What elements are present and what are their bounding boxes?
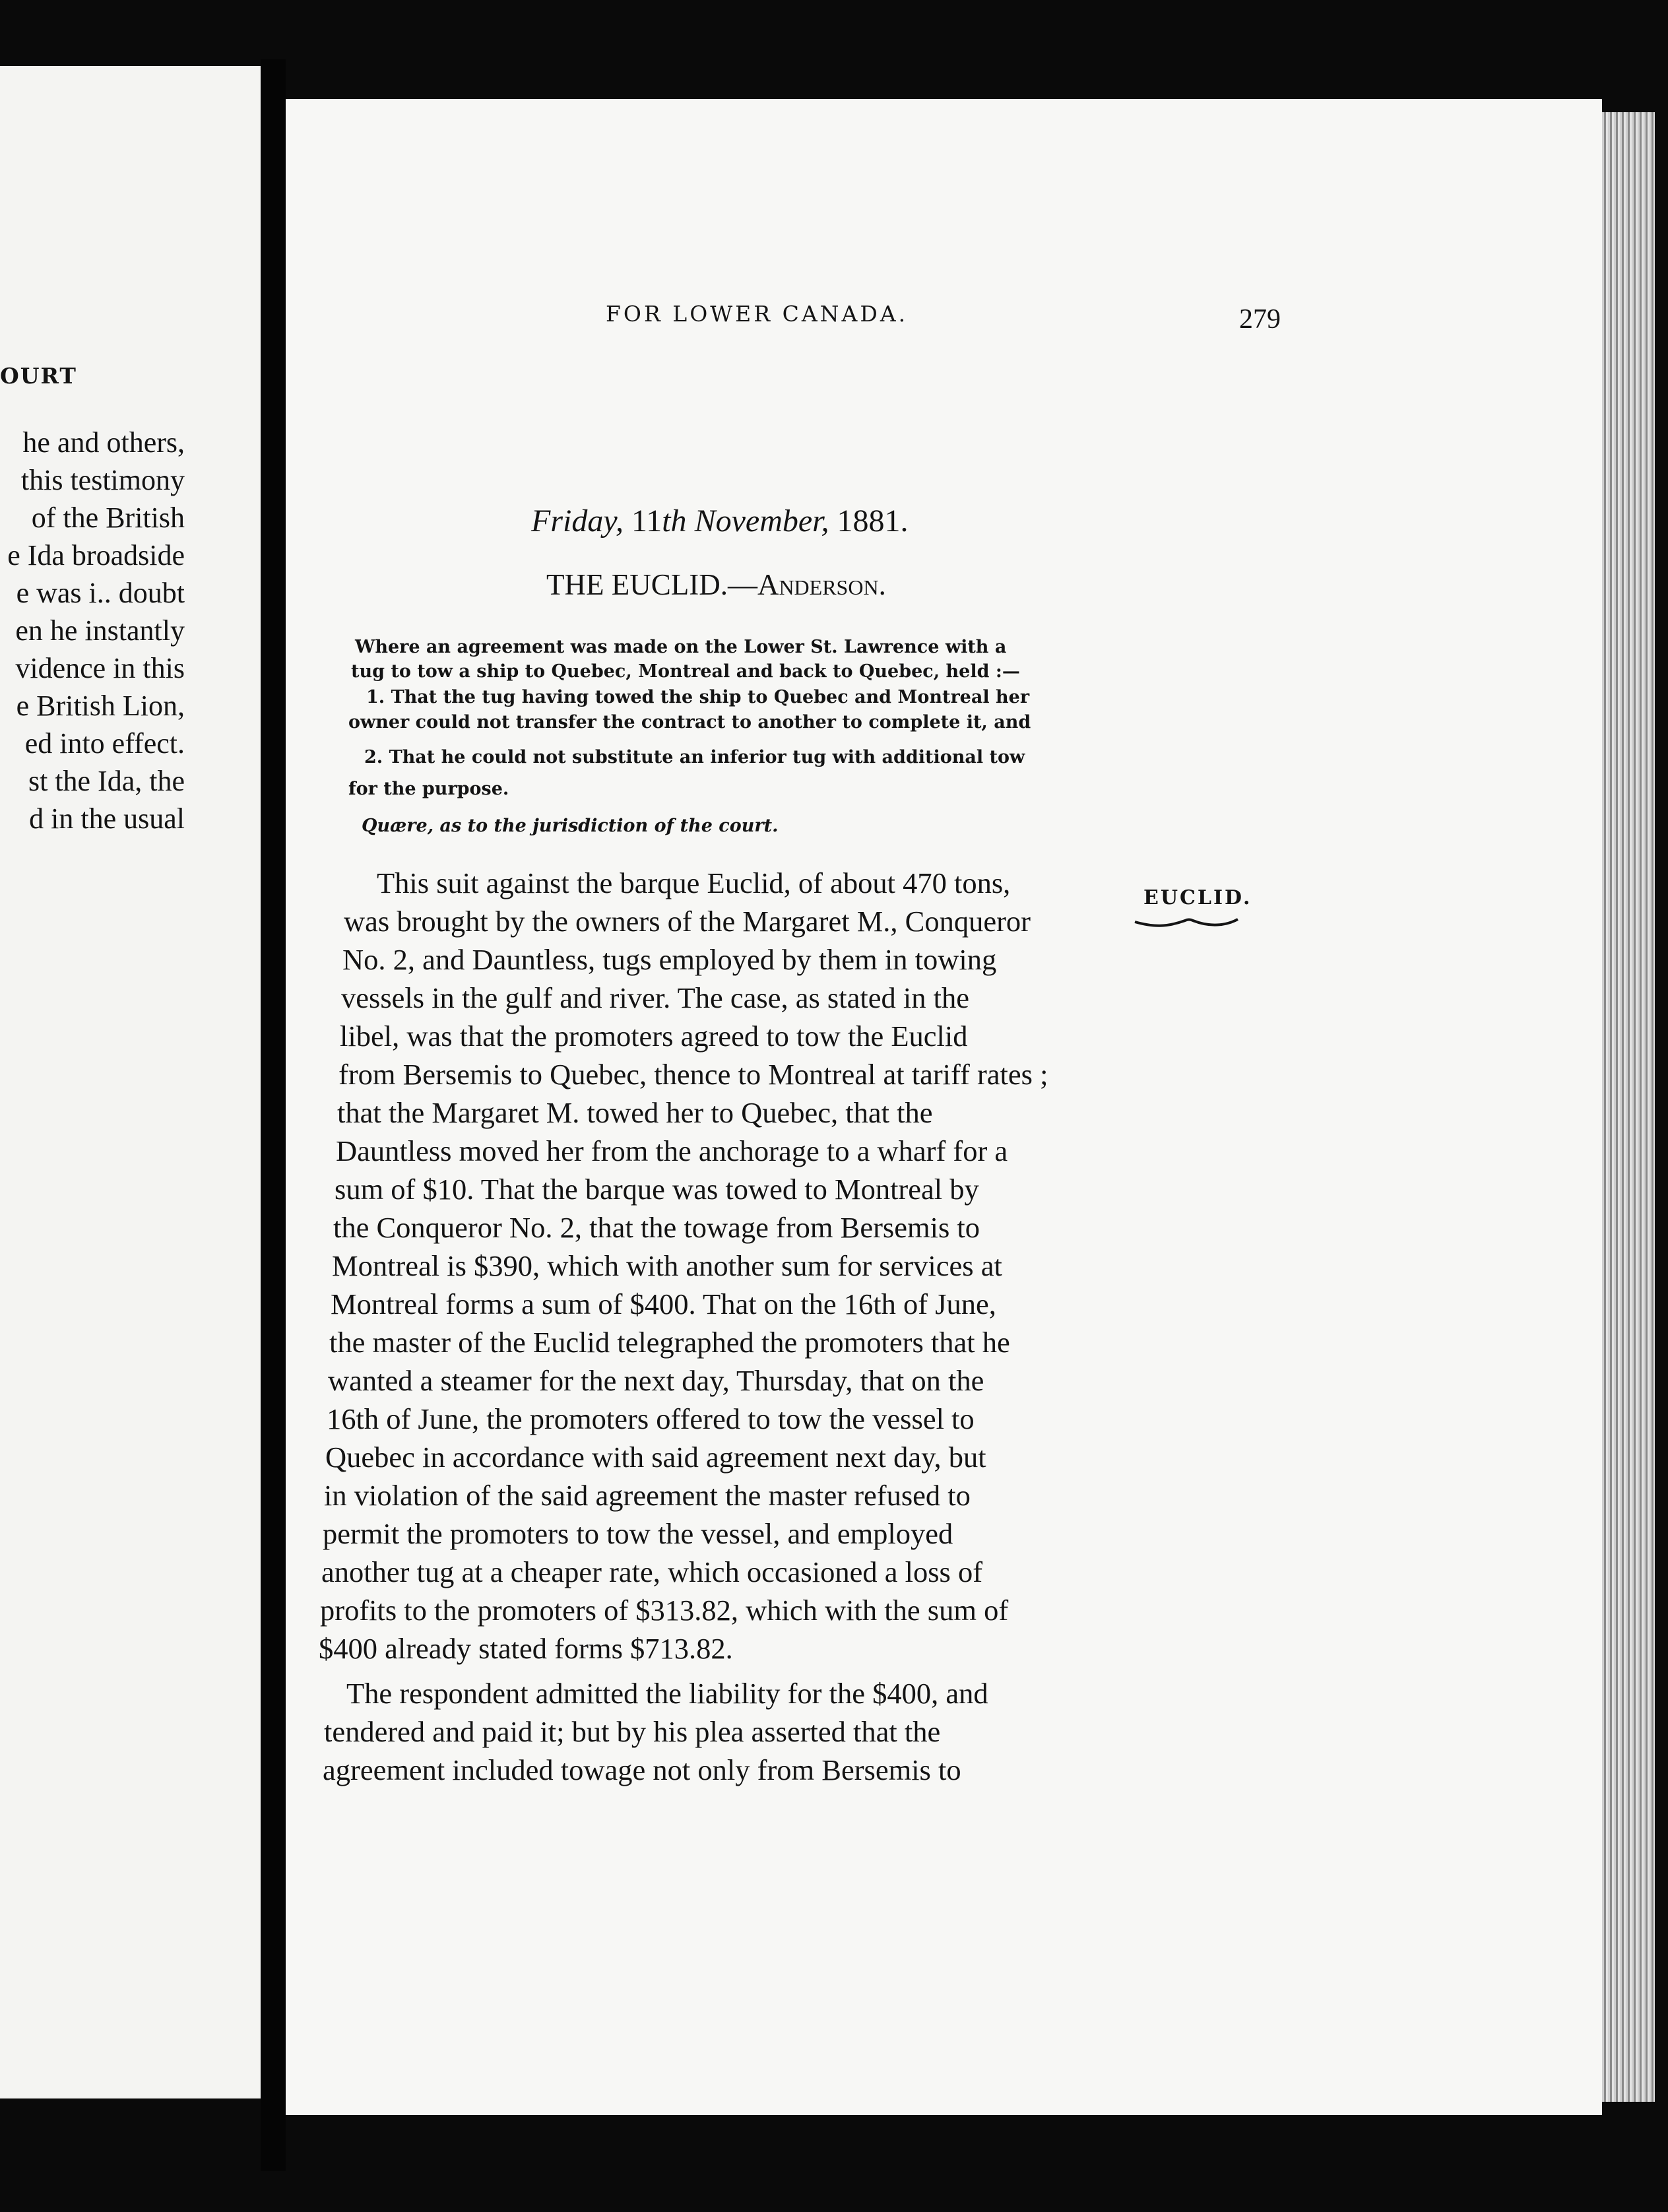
body-line: tendered and paid it; but by his plea asserted that the [324, 1715, 941, 1748]
case-name: THE EUCLID.— [546, 568, 757, 601]
left-text-line: of the British [31, 502, 185, 534]
headnote-line: Where an agreement was made on the Lower St. Lawrence with a [355, 637, 1007, 657]
side-note-swash [1134, 914, 1239, 930]
body-line: libel, was that the promoters agreed to tow the Euclid [340, 1020, 968, 1053]
body-line: Montreal is $390, which with another sum for services at [332, 1249, 1002, 1282]
left-text-line: e was i.. doubt [16, 577, 185, 609]
headnote-line: 1. That the tug having towed the ship to Quebec and Montreal her [366, 687, 1030, 707]
left-text-line: e Ida broadside [7, 539, 185, 571]
body-line: another tug at a cheaper rate, which occasioned a loss of [321, 1555, 983, 1588]
body-line: vessels in the gulf and river. The case, as stated in the [341, 981, 969, 1014]
body-line: 16th of June, the promoters offered to tow the vessel to [327, 1402, 975, 1435]
left-text-line: ed into effect. [24, 727, 185, 760]
body-line: from Bersemis to Quebec, thence to Montreal at tariff rates ; [338, 1058, 1048, 1091]
body-line: agreement included towage not only from Bersemis to [323, 1753, 961, 1786]
body-line: Quebec in accordance with said agreement next day, but [325, 1441, 986, 1474]
page-number: 279 [1239, 304, 1281, 335]
running-head: FOR LOWER CANADA. [606, 301, 909, 327]
body-line: that the Margaret M. towed her to Quebec, that the [337, 1096, 933, 1129]
headnote-line: tug to tow a ship to Quebec, Montreal and back to Quebec, held :— [351, 661, 1020, 682]
date-month: November, [694, 504, 829, 538]
body-line: the master of the Euclid telegraphed the promoters that he [329, 1326, 1010, 1359]
body-line: The respondent admitted the liability for the $400, and [346, 1677, 988, 1710]
body-line: the Conqueror No. 2, that the towage from Bersemis to [333, 1211, 980, 1244]
page-edges [1602, 112, 1655, 2102]
body-line: Montreal forms a sum of $400. That on the 16th of June, [331, 1287, 996, 1320]
date-year: 1881. [837, 504, 909, 538]
left-text-line: d in the usual [29, 802, 185, 835]
case-title [546, 568, 886, 602]
body-line: wanted a steamer for the next day, Thursday, that on the [328, 1364, 984, 1397]
headnote-line: owner could not transfer the contract to another to complete it, and [348, 712, 1031, 732]
left-text-line: he and others, [22, 426, 185, 459]
date-day: 11 [631, 504, 662, 538]
case-date [531, 503, 909, 539]
body-line: permit the promoters to tow the vessel, and employed [323, 1517, 953, 1550]
left-running-head: OURT [0, 363, 77, 389]
body-line: Dauntless moved her from the anchorage to a wharf for a [336, 1134, 1008, 1167]
body-line: sum of $10. That the barque was towed to Montreal by [335, 1173, 979, 1206]
body-line: was brought by the owners of the Margaret M., Conqueror [344, 905, 1031, 938]
side-note: EUCLID. [1143, 886, 1252, 909]
case-party: Anderson. [757, 568, 886, 601]
left-text-line: e British Lion, [16, 690, 185, 722]
date-weekday: Friday, [531, 504, 624, 538]
body-line: $400 already stated forms $713.82. [319, 1632, 733, 1665]
body-line: This suit against the barque Euclid, of about 470 tons, [377, 866, 1011, 899]
headnote-quaere: Quære, as to the jurisdiction of the court. [362, 816, 779, 836]
headnote-line: 2. That he could not substitute an inferior tug with additional tow [364, 747, 1025, 767]
left-page [0, 66, 261, 2098]
left-text-line: st the Ida, the [28, 765, 185, 797]
headnote-line: for the purpose. [348, 779, 509, 799]
left-text-line: vidence in this [15, 652, 185, 684]
body-line: No. 2, and Dauntless, tugs employed by them in towing [342, 943, 997, 976]
body-line: in violation of the said agreement the master refused to [324, 1479, 971, 1512]
book-gutter [261, 59, 286, 2171]
body-line: profits to the promoters of $313.82, which with the sum of [320, 1594, 1009, 1627]
left-text-line: this testimony [20, 464, 185, 496]
date-day-suffix: th [662, 504, 687, 538]
left-text-line: en he instantly [15, 614, 185, 647]
